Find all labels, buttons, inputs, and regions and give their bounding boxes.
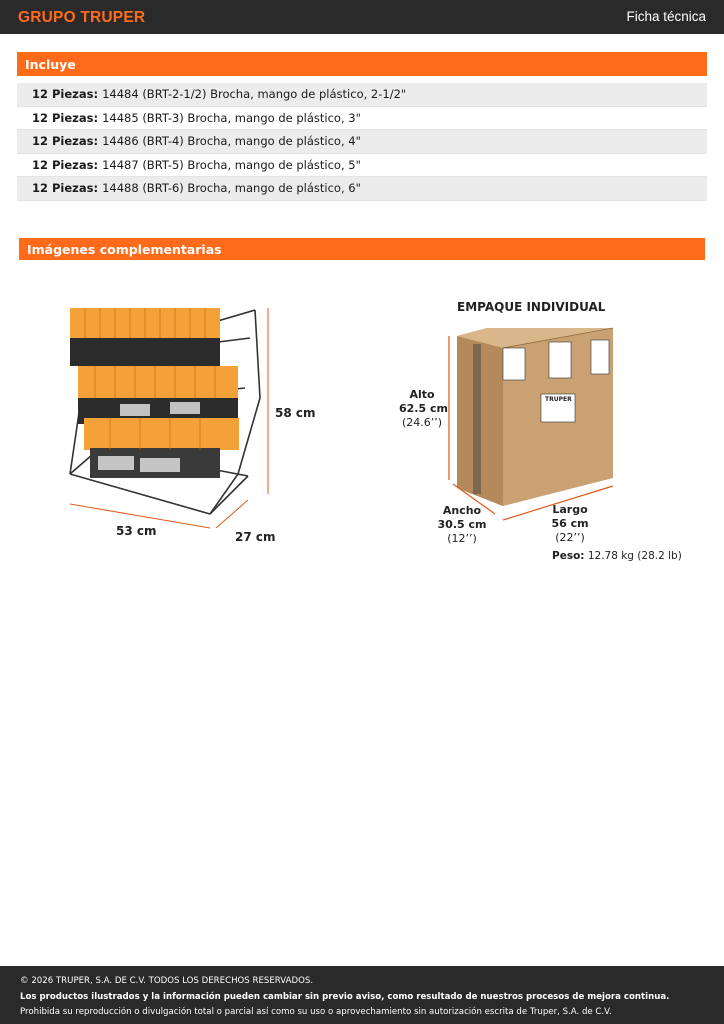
- item-description: 14488 (BRT-6) Brocha, mango de plástico, 6": [102, 181, 361, 196]
- ancho-cm: 30.5 cm: [437, 518, 487, 531]
- display-rack-image: [60, 298, 310, 548]
- items-list: [17, 83, 707, 201]
- rack-width-label: 53 cm: [116, 524, 157, 538]
- item-description: 14487 (BRT-5) Brocha, mango de plástico, 5": [102, 157, 361, 172]
- section-title: Imágenes complementarias: [27, 241, 222, 257]
- item-quantity: 12 Piezas:: [32, 181, 99, 196]
- rack-depth-label: 27 cm: [235, 530, 276, 544]
- alto-in: (24.6’’): [401, 416, 443, 429]
- list-item: [17, 130, 707, 154]
- ancho-label: Ancho: [442, 504, 482, 517]
- brand-logo: GRUPO TRUPER: [18, 9, 146, 26]
- list-item: [17, 107, 707, 131]
- peso-line: [552, 550, 682, 562]
- item-quantity: 12 Piezas:: [32, 110, 99, 125]
- list-item: [17, 177, 707, 201]
- item-description: 14485 (BRT-3) Brocha, mango de plástico, 3": [102, 110, 361, 125]
- packaging-figure: [395, 292, 682, 572]
- display-rack-figure: [60, 298, 316, 548]
- item-quantity: 12 Piezas:: [32, 157, 99, 172]
- rack-height-label: 58 cm: [275, 406, 316, 420]
- section-title: Incluye: [25, 56, 76, 72]
- item-description: 14486 (BRT-4) Brocha, mango de plástico, 4": [102, 134, 361, 149]
- packaging-title: EMPAQUE INDIVIDUAL: [457, 300, 606, 314]
- item-quantity: 12 Piezas:: [32, 134, 99, 149]
- list-item: [17, 83, 707, 107]
- footer-prohibition: Prohibida su reproducción o divulgación total o parcial así como su uso o aprovechamiento sin autorización escrita de Truper, S.A. de C.V.: [20, 1007, 612, 1017]
- section-header-incluye: [17, 52, 707, 76]
- section-header-imagenes: [19, 238, 705, 260]
- document-type: Ficha técnica: [626, 9, 706, 24]
- largo-label: Largo: [552, 503, 588, 516]
- item-quantity: 12 Piezas:: [32, 87, 99, 102]
- list-item: [17, 154, 707, 178]
- footer: [0, 966, 724, 1024]
- box-brand-label: TRUPER: [545, 396, 572, 403]
- ancho-in: (12’’): [447, 532, 477, 545]
- footer-notice: Los productos ilustrados y la información pueden cambiar sin previo aviso, como resultado de nuestros procesos de mejora continua.: [20, 991, 670, 1002]
- alto-label: Alto: [409, 388, 435, 401]
- largo-cm: 56 cm: [551, 517, 589, 530]
- header-bar: [0, 0, 724, 34]
- alto-cm: 62.5 cm: [399, 402, 448, 415]
- peso-label: Peso:: [552, 550, 585, 562]
- peso-value: 12.78 kg (28.2 lb): [587, 550, 682, 562]
- footer-copyright: © 2026 TRUPER, S.A. DE C.V. TODOS LOS DERECHOS RESERVADOS.: [20, 976, 314, 986]
- item-description: 14484 (BRT-2-1/2) Brocha, mango de plástico, 2-1/2": [102, 87, 407, 102]
- largo-in: (22’’): [555, 531, 585, 544]
